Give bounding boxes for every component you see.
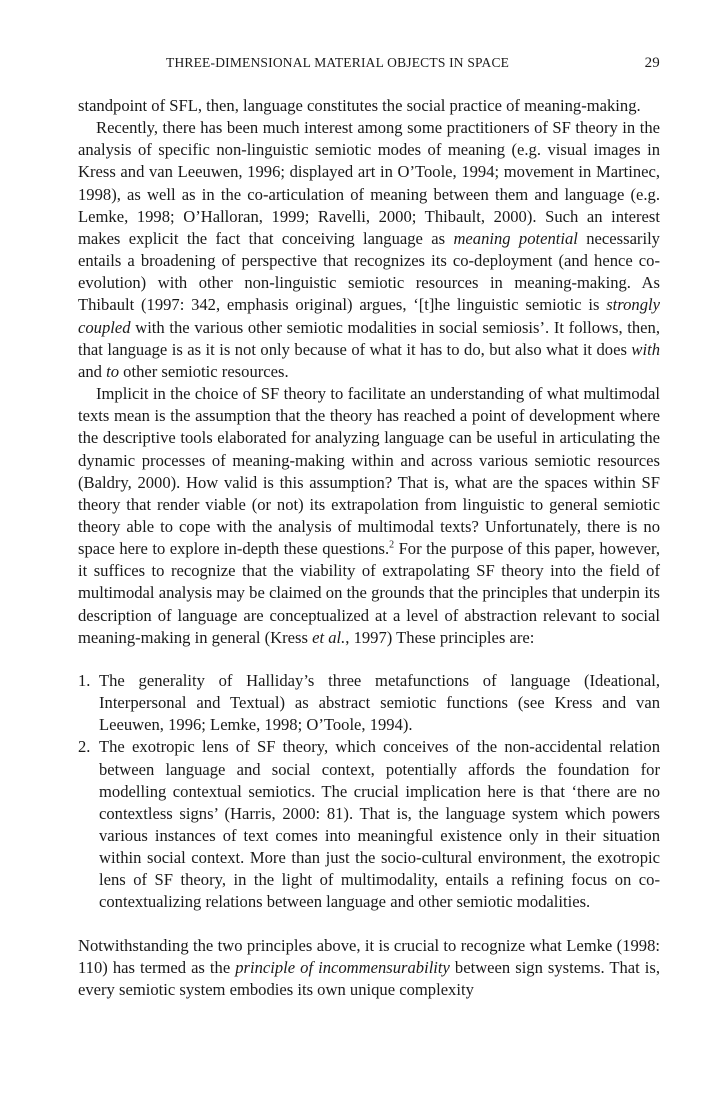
list-item-text: The exotropic lens of SF theory, which conceives of the non-accidental relation between language and social context, potentially affords the foundation for modelling contextual semiotics. The crucial implication here is that ‘there are no contextless signs’ (Harris, 2000: 81). That is, the language system which powers various instances of text comes into meaningful existence only in their situation within social context. More than just the socio-cultural environment, the exotropic lens of SF theory, in the light of multimodality, entails a refining focus on co-contextualizing relations between language and other semiotic modalities.: [99, 737, 660, 912]
emphasis-meaning-potential: meaning potential: [453, 228, 578, 248]
paragraph-2-text-c: with the various other semiotic modalities in social semiosis’. It follows, then, that language is as it is not only because of what it has to do, but also what it does: [78, 317, 660, 359]
list-item: [78, 736, 660, 913]
paragraph-2-text-b: necessarily entails a broadening of perspective that recognizes its co-deployment (and hence co-evolution) with other non-linguistic semiotic resources in meaning-making. As Thibault (1997: 342, emphasis original) argues, ‘[t]he linguistic semiotic is: [78, 228, 660, 315]
closing-text-b: between sign systems. That is, every semiotic system embodies its own unique complexity: [78, 957, 660, 999]
emphasis-with: with: [631, 339, 660, 359]
list-item-number: 2.: [78, 737, 91, 757]
list-item-number: 1.: [78, 670, 91, 690]
paragraph-3-text-a: Implicit in the choice of SF theory to facilitate an understanding of what multimodal texts mean is the assumption that the theory has reached a point of development where the descriptive tools elaborated for analyzing language can be useful in articulating the dynamic processes of meaning-making within and across various semiotic resources (Baldry, 2000). How valid is this assumption? That is, what are the spaces within SF theory that render viable (or not) its extrapolation from linguistic to general semiotic theory able to cope with the analysis of multimodal texts? Unfortunately, there is no space here to explore in-depth these questions.: [78, 384, 660, 559]
paragraph-2-text-e: other semiotic resources.: [119, 361, 289, 381]
paragraph-1: standpoint of SFL, then, language constitutes the social practice of meaning-making.: [78, 96, 641, 115]
paragraph-3: [78, 383, 660, 649]
paragraph-2: [78, 117, 660, 383]
paragraph-2-text-d: and: [78, 361, 107, 381]
running-title: THREE-DIMENSIONAL MATERIAL OBJECTS IN SPACE: [166, 55, 510, 70]
emphasis-principle-of-incommensurability: principle of incommensurability: [235, 957, 450, 977]
list-item: [78, 670, 660, 736]
closing-paragraph: [78, 935, 660, 1001]
emphasis-to: to: [106, 361, 120, 381]
principles-list: [78, 670, 660, 914]
list-item-text: The generality of Halliday’s three metafunctions of language (Ideational, Interpersonal and Textual) as abstract semiotic functions (see Kress and van Leeuwen, 1996; Lemke, 1998; O’Toole, 1994).: [99, 670, 660, 735]
paragraph-3-text-b: For the purpose of this paper, however, it suffices to recognize that the viability of extrapolating SF theory into the field of multimodal analysis may be claimed on the grounds that the principles that underpin its description of language are conceptualized at a level of abstraction relevant to social meaning-making in general (Kress: [78, 539, 660, 647]
paragraph-2-text-a: Recently, there has been much interest among some practitioners of SF theory in the analysis of specific non-linguistic semiotic modes of meaning (e.g. visual images in Kress and van Leeuwen, 1996; displayed art in O’Toole, 1994; movement in Martinec, 1998), as well as in the co-articulation of meaning between them and language (e.g. Lemke, 1998; O’Halloran, 1999; Ravelli, 2000; Thibault, 2000). Such an interest makes explicit the fact that conceiving language as: [78, 118, 660, 248]
page-number: 29: [644, 55, 660, 71]
emphasis-strongly-coupled: strongly coupled: [78, 295, 660, 337]
page: [78, 55, 660, 1001]
emphasis-et-al: et al.: [312, 627, 346, 647]
closing-text-a: Notwithstanding the two principles above, it is crucial to recognize what Lemke (1998: 110) has termed as the: [78, 935, 660, 977]
running-head: [78, 55, 660, 81]
footnote-marker: 2: [389, 539, 395, 551]
paragraph-3-text-c: , 1997) These principles are:: [345, 627, 535, 647]
